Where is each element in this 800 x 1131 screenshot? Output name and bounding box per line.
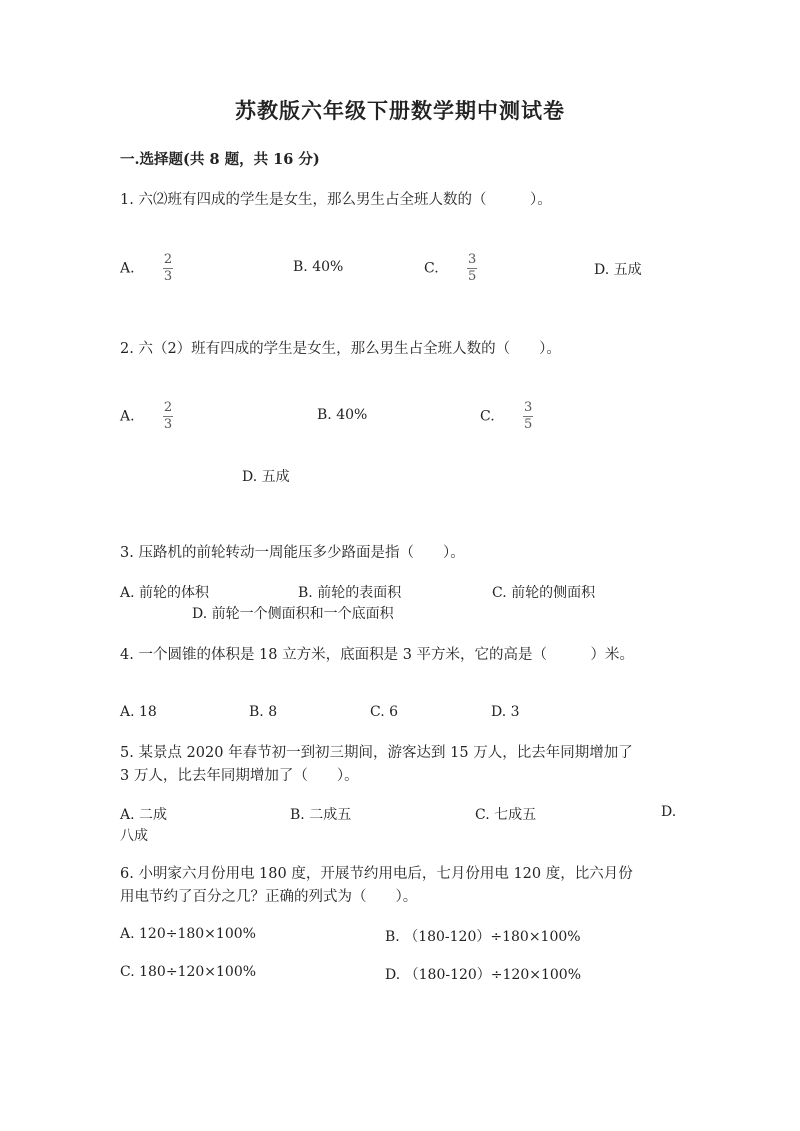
fraction-numerator: 3 bbox=[467, 252, 477, 267]
fraction-numerator: 3 bbox=[523, 400, 533, 415]
question-3-option-d: D. 前轮一个侧面积和一个底面积 bbox=[192, 606, 394, 622]
question-1-option-d: D. 五成 bbox=[594, 262, 642, 278]
question-5-option-d: D. bbox=[661, 804, 677, 820]
option-label: A. bbox=[120, 260, 135, 277]
question-6-text-line2: 用电节约了百分之几？正确的列式为（ ）。 bbox=[120, 889, 418, 905]
fraction bbox=[163, 401, 173, 432]
question-6-option-b: B. （180-120）÷180×100% bbox=[385, 929, 581, 945]
fraction-numerator: 2 bbox=[163, 252, 173, 267]
question-2-option-b: B. 40% bbox=[317, 407, 368, 423]
question-4-option-d: D. 3 bbox=[491, 704, 520, 720]
question-3-text: 3. 压路机的前轮转动一周能压多少路面是指（ ）。 bbox=[120, 545, 465, 561]
page-title: 苏教版六年级下册数学期中测试卷 bbox=[235, 98, 565, 123]
fraction bbox=[163, 253, 173, 284]
question-4-option-a: A. 18 bbox=[120, 704, 157, 720]
option-label: C. bbox=[424, 260, 439, 277]
question-4-option-c: C. 6 bbox=[370, 704, 399, 720]
question-4-option-b: B. 8 bbox=[249, 704, 278, 720]
question-1-option-b: B. 40% bbox=[293, 259, 344, 275]
question-1-option-c bbox=[424, 253, 477, 284]
question-6-option-d: D. （180-120）÷120×100% bbox=[385, 967, 582, 983]
fraction-denominator: 3 bbox=[163, 269, 173, 284]
question-6-text-line1: 6. 小明家六月份用电 180 度，开展节约用电后，七月份用电 120 度，比六月份 bbox=[120, 866, 633, 882]
question-2-option-a bbox=[120, 401, 173, 432]
fraction-denominator: 3 bbox=[163, 417, 173, 432]
fraction bbox=[467, 253, 477, 284]
question-3-option-b: B. 前轮的表面积 bbox=[298, 585, 402, 601]
question-5-option-a: A. 二成 bbox=[120, 807, 168, 823]
question-3-option-a: A. 前轮的体积 bbox=[120, 585, 210, 601]
section-heading: 一.选择题(共 8 题，共 16 分) bbox=[120, 151, 320, 168]
question-5-text-line1: 5. 某景点 2020 年春节初一到初三期间，游客达到 15 万人，比去年同期增加了 bbox=[120, 745, 633, 761]
question-6-option-a: A. 120÷180×100% bbox=[120, 926, 256, 942]
question-5-option-d-wrap: 八成 bbox=[120, 828, 148, 844]
question-6-option-c: C. 180÷120×100% bbox=[120, 964, 257, 980]
fraction-denominator: 5 bbox=[523, 417, 533, 432]
question-2-option-d: D. 五成 bbox=[242, 469, 290, 485]
question-3-option-c: C. 前轮的侧面积 bbox=[492, 585, 596, 601]
question-5-option-c: C. 七成五 bbox=[475, 807, 537, 823]
question-2-text: 2. 六（2）班有四成的学生是女生，那么男生占全班人数的（ ）。 bbox=[120, 341, 561, 357]
question-1-option-a bbox=[120, 253, 173, 284]
fraction bbox=[523, 401, 533, 432]
fraction-denominator: 5 bbox=[467, 269, 477, 284]
question-4-text: 4. 一个圆锥的体积是 18 立方米，底面积是 3 平方米，它的高是（ ）米。 bbox=[120, 647, 635, 663]
question-2-option-c bbox=[480, 401, 533, 432]
fraction-numerator: 2 bbox=[163, 400, 173, 415]
option-label: C. bbox=[480, 408, 495, 425]
question-5-text-line2: 3 万人，比去年同期增加了（ ）。 bbox=[120, 768, 359, 784]
question-5-option-b: B. 二成五 bbox=[290, 807, 352, 823]
option-label: A. bbox=[120, 408, 135, 425]
question-1-text: 1. 六⑵班有四成的学生是女生，那么男生占全班人数的（ ）。 bbox=[120, 192, 552, 208]
